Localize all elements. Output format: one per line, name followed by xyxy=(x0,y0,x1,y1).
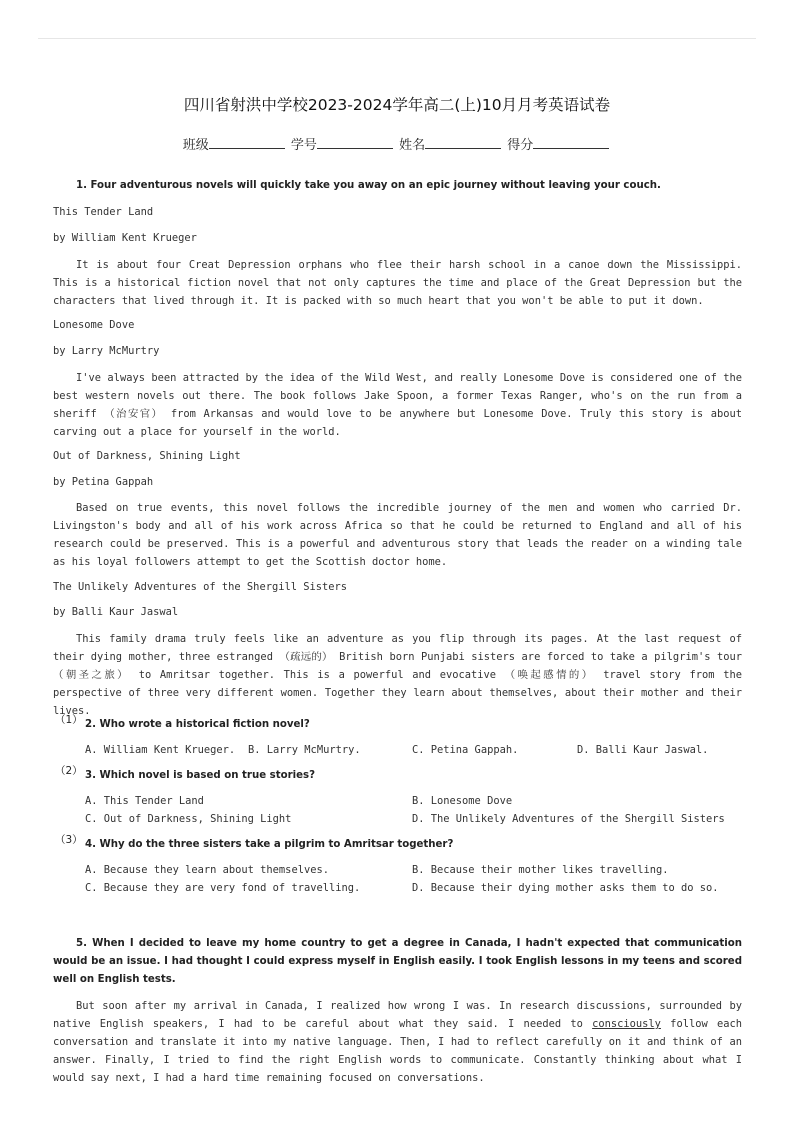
option-d[interactable]: D. Because their dying mother asks them to do so. xyxy=(412,882,719,894)
sub-question-number: （3） xyxy=(55,834,83,846)
option-b[interactable]: B. Because their mother likes travelling. xyxy=(412,864,669,876)
book-title: The Unlikely Adventures of the Shergill Sisters xyxy=(53,581,348,593)
book-description: This family drama truly feels like an adventure as you flip through its pages. At the last request of their dying mother, three estranged （疏远的） British born Punjabi sisters are forced to take a pilgrim's tour （朝圣之旅） to Amritsar together. This is a powerful and evocative （唤起感情的） travel story from the perspective of three very different women. Together they learn about themselves, about their mother and their lives. xyxy=(53,633,742,717)
option-d[interactable]: D. The Unlikely Adventures of the Shergill Sisters xyxy=(412,813,725,825)
book-description: I've always been attracted by the idea of the Wild West, and really Lonesome Dove is considered one of the best western novels out there. The book follows Jake Spoon, a former Texas Ranger, who's on the run from a sheriff （治安官） from Arkansas and would love to be anywhere but Lonesome Dove. Truly this story is about carving out a place for yourself in the world. xyxy=(53,372,742,438)
class-blank[interactable] xyxy=(209,134,285,149)
page-title: 四川省射洪中学校2023-2024学年高二(上)10月月考英语试卷 xyxy=(183,96,611,114)
book-description: It is about four Creat Depression orphans who flee their harsh school in a canoe down the Mississippi. This is a historical fiction novel that not only captures the time and place of the Great Depression but the characters that lived through it. It is packed with so much heart that you won't be able to put it down. xyxy=(53,259,742,307)
id-label: 学号 xyxy=(290,138,317,153)
passage-text: follow each conversation and translate it into my native language. Then, I had to reflect carefully on it and think of an answer. Finally, I tried to find the right English words to communicate. Constantly thinking about what I would say next, I had a hard time remaining focused on conversations. xyxy=(53,1018,742,1084)
option-b[interactable]: B. Larry McMurtry. xyxy=(248,744,361,756)
option-c[interactable]: C. Petina Gappah. xyxy=(412,744,519,756)
book-author: by William Kent Krueger xyxy=(53,232,197,244)
question-5-passage xyxy=(53,997,742,1087)
sub-question-text: 4. Why do the three sisters take a pilgrim to Amritsar together? xyxy=(85,839,454,850)
student-info-fields xyxy=(0,134,794,153)
name-blank[interactable] xyxy=(425,134,501,149)
id-blank[interactable] xyxy=(317,134,393,149)
option-a[interactable]: A. This Tender Land xyxy=(85,795,204,807)
sub-question-text: 3. Which novel is based on true stories? xyxy=(85,770,315,781)
sub-question-number: （2） xyxy=(55,765,83,777)
option-d[interactable]: D. Balli Kaur Jaswal. xyxy=(577,744,709,756)
question-5-prompt: 5. When I decided to leave my home country to get a degree in Canada, I hadn't expected that communication would be an issue. I had thought I could express myself in English easily. I took English lessons in my teens and scored well on English tests. xyxy=(53,938,742,985)
option-c[interactable]: C. Out of Darkness, Shining Light xyxy=(85,813,292,825)
passage-text: But soon after my arrival in Canada, I realized how wrong I was. In research discussions, surrounded by native English speakers, I had to be careful about what they said. I needed to xyxy=(53,1000,742,1030)
sub-question-text: 2. Who wrote a historical fiction novel? xyxy=(85,719,310,730)
score-label: 得分 xyxy=(507,138,534,153)
question-1-prompt: 1. Four adventurous novels will quickly take you away on an epic journey without leaving your couch. xyxy=(76,180,661,191)
book-description: Based on true events, this novel follows the incredible journey of the men and women who carried Dr. Livingston's body and all of his work across Africa so that he could be returned to England and all of his research could be preserved. This is a powerful and adventurous story that leads the reader on a winding tale as his loyal followers attempt to get the Scottish doctor home. xyxy=(53,502,742,568)
book-author: by Balli Kaur Jaswal xyxy=(53,606,179,618)
book-title: This Tender Land xyxy=(53,206,154,218)
option-a[interactable]: A. Because they learn about themselves. xyxy=(85,864,329,876)
book-author: by Petina Gappah xyxy=(53,476,154,488)
option-c[interactable]: C. Because they are very fond of travelling. xyxy=(85,882,361,894)
sub-question-number: （1） xyxy=(55,714,83,726)
underlined-word: consciously xyxy=(592,1018,661,1030)
class-label: 班级 xyxy=(182,138,209,153)
book-title: Out of Darkness, Shining Light xyxy=(53,450,241,462)
option-b[interactable]: B. Lonesome Dove xyxy=(412,795,513,807)
top-rule xyxy=(38,38,756,39)
option-a[interactable]: A. William Kent Krueger. xyxy=(85,744,236,756)
book-title: Lonesome Dove xyxy=(53,319,135,331)
name-label: 姓名 xyxy=(399,138,426,153)
score-blank[interactable] xyxy=(533,134,609,149)
book-author: by Larry McMurtry xyxy=(53,345,160,357)
